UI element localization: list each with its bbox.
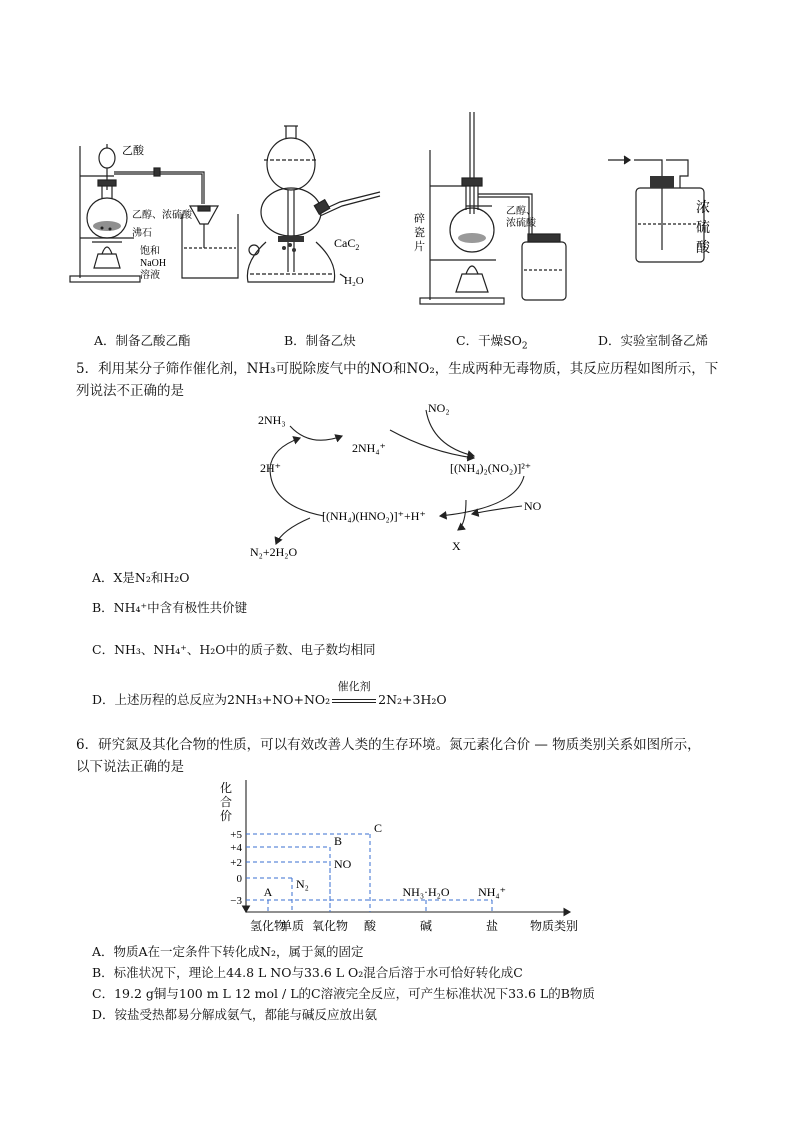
point-label: NH₄⁺ [478,885,506,899]
q5-option-d-pre: D．上述历程的总反应为2NH₃+NO+NO₂ [92,692,331,707]
species-complex1: [(NH₄)₂(NO₂)]²⁺ [450,461,532,475]
species-no2: NO₂ [428,401,450,415]
x-category-label: 碱 [419,919,433,933]
species-nh3: 2NH₃ [258,413,286,427]
x-category-label: 单质 [279,919,305,933]
label-solution: 溶液 [140,270,160,281]
point-label: A [263,885,273,899]
arrow-nh3-nh4 [290,426,342,440]
y-tick-label: +2 [230,857,242,869]
y-axis-label-2: 合 [220,795,233,809]
arrow-complex1-complex2 [440,476,524,516]
arrow-complex2-hplus [270,438,324,516]
label-cac2-sub: 2 [355,243,360,252]
label-chip-2: 瓷 [414,227,425,239]
arrow-no-input [472,506,522,514]
q6-option-a[interactable]: A．物质A在一定条件下转化成N₂，属于氮的固定 [92,944,364,959]
apparatus-c-figure [412,110,592,306]
arrow-x-output [458,500,466,530]
apparatus-a-figure [62,128,242,298]
species-nh4: 2NH₄⁺ [352,441,386,455]
label-acid-d: 酸 [696,241,710,256]
arrow-products-output [276,518,310,544]
label-reagent-c2: 浓硫酸 [506,218,536,229]
q6-stem-line2: 以下说法正确的是 [76,759,184,775]
label-reagent-c1: 乙醇、 [506,206,536,217]
point-label: C [374,821,383,835]
y-tick-label: 0 [236,873,242,885]
species-hplus: 2H⁺ [260,461,281,475]
label-boiling-stone: 沸石 [132,228,152,239]
valence-category-chart [200,772,590,936]
label-reagent-a: 乙醇、浓硫酸 [132,210,192,221]
q4-option-a[interactable]: A．制备乙酸乙酯 [94,333,191,348]
x-category-label: 酸 [363,919,377,933]
y-tick-label: +5 [230,829,242,841]
point-label: NO [334,857,352,871]
label-saturated: 饱和 [140,246,160,257]
species-x: X [452,539,461,553]
y-axis-label-3: 价 [220,809,233,823]
y-tick-label: −3 [230,895,242,907]
q5-stem-line1: 5．利用某分子筛作催化剂，NH₃可脱除废气中的NO和NO₂，生成两种无毒物质，其反应历程如图所示，下 [76,361,719,377]
q4-option-b[interactable]: B．制备乙炔 [284,333,356,348]
q6-option-d[interactable]: D．铵盐受热都易分解成氨气，都能与碱反应放出氨 [92,1007,378,1022]
q4-option-d[interactable]: D．实验室制备乙烯 [598,333,709,348]
label-acid: 乙酸 [122,145,144,157]
x-axis-label: 物质类别 [530,919,579,933]
label-chip-1: 碎 [414,213,425,225]
label-water: H₂O [344,275,364,287]
label-chip-3: 片 [414,241,425,253]
q5-option-b[interactable]: B．NH₄⁺中含有极性共价键 [92,600,248,615]
apparatus-d-figure [604,152,724,266]
q5-option-d[interactable] [92,680,447,708]
svg-text:CaC2 [334,236,359,252]
species-products: N₂+2H₂O [250,545,298,559]
catalyst-label: 催化剂 [337,680,371,693]
label-naoh: NaOH [140,258,167,269]
q4-option-c[interactable] [456,331,528,352]
y-tick-label: +4 [230,842,242,854]
label-sulfuric: 硫 [696,221,710,236]
equals-arrow [332,699,376,703]
point-label: B [334,834,343,848]
point-label: N₂ [296,877,309,891]
q5-option-c[interactable]: C．NH₃、NH₄⁺、H₂O中的质子数、电子数均相同 [92,642,376,657]
q4-option-c-text: C．干燥SO [456,333,522,348]
q5-option-d-post: 2N₂+3H₂O [378,692,447,707]
species-complex2: [(NH₄)(HNO₂)]⁺+H⁺ [322,509,426,523]
q5-stem-line2: 列说法不正确的是 [76,383,184,399]
q6-option-b[interactable]: B．标准状况下，理论上44.8 L NO与33.6 L O₂混合后溶于水可恰好转化成C [92,965,523,980]
q4-option-c-sub: 2 [521,341,528,352]
x-category-label: 盐 [485,919,499,933]
label-cac2: CaC [334,236,356,250]
label-conc: 浓 [696,201,710,216]
q6-option-c[interactable]: C．19.2 g铜与100 m L 12 mol / L的C溶液完全反应，可产生标准状况下33.6 L的B物质 [92,986,595,1001]
species-no: NO [524,499,542,513]
point-label: NH₃·H₂O [402,885,450,899]
q6-stem-line1: 6．研究氮及其化合物的性质，可以有效改善人类的生存环境。氮元素化合价 — 物质类别关系如图所示， [76,737,701,753]
apparatus-b-figure [240,122,400,298]
arrow-nh4-complex1 [390,430,474,458]
reaction-cycle-diagram [240,396,560,566]
x-category-label: 氢化物 [249,919,287,933]
q5-option-a[interactable]: A．X是N₂和H₂O [92,570,190,585]
x-category-label: 氧化物 [311,919,349,933]
y-axis-label-1: 化 [220,781,233,795]
